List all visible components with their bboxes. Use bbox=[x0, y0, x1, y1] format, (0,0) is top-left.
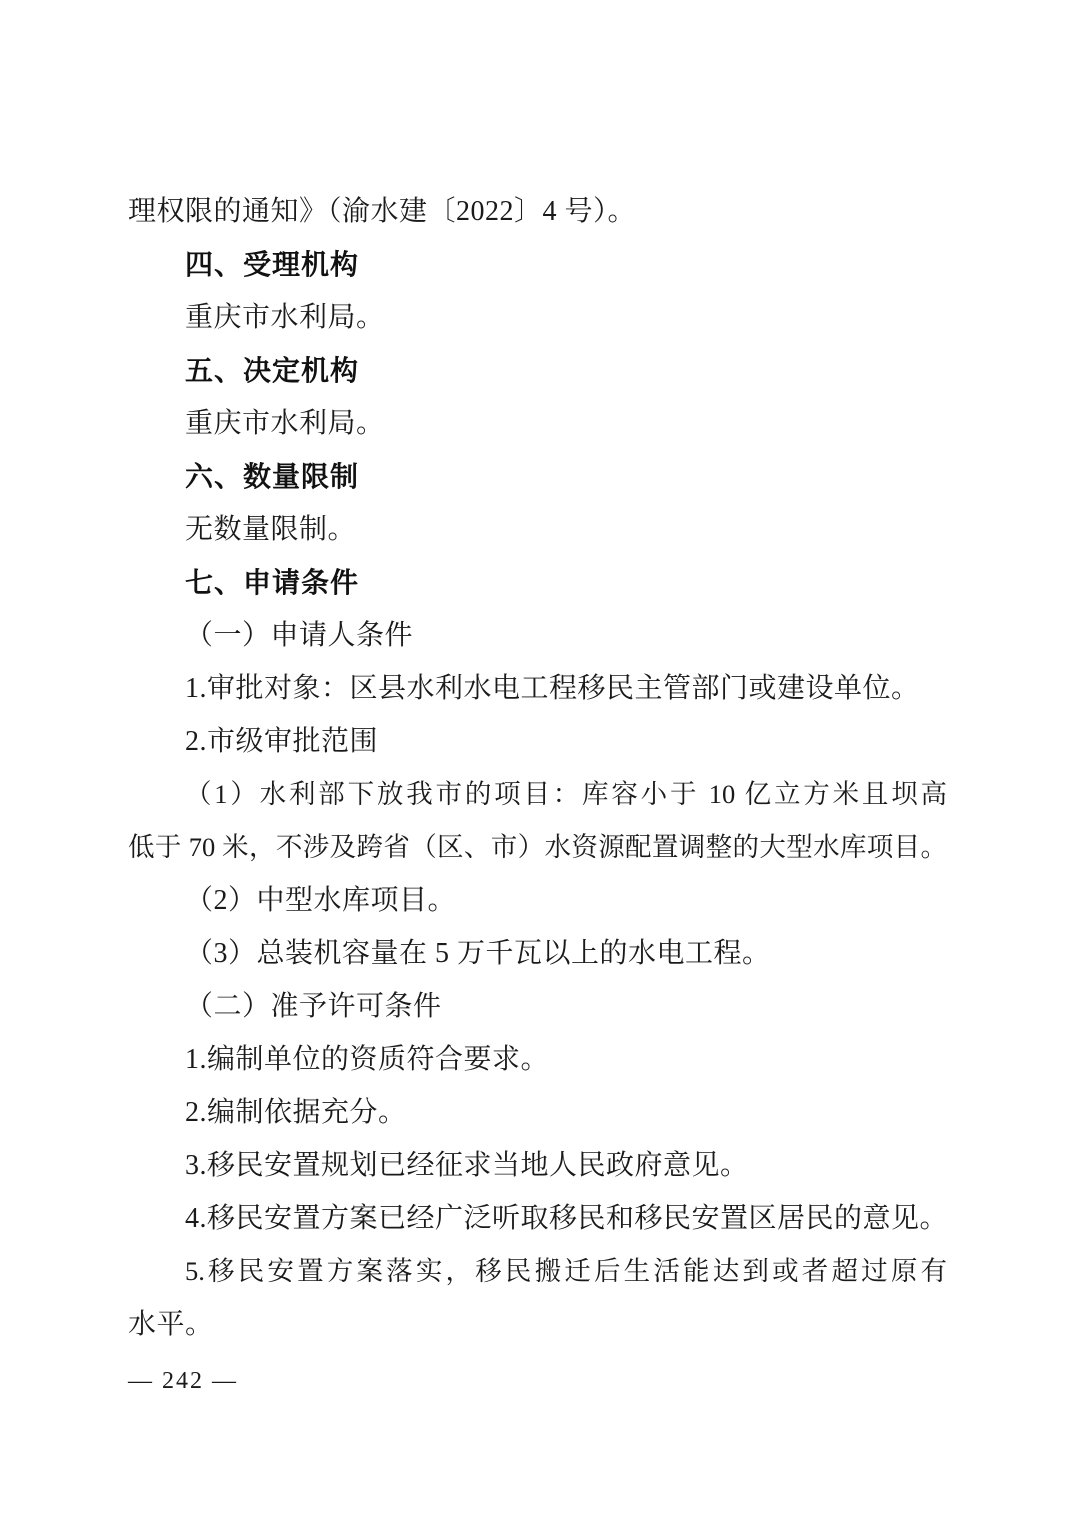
text-line: 理权限的通知》（渝水建〔2022〕4 号）。 bbox=[128, 196, 637, 227]
text-line: （二）准予许可条件 bbox=[185, 991, 442, 1022]
section-heading: 四、受理机构 bbox=[185, 249, 360, 280]
section-heading: 六、数量限制 bbox=[185, 461, 360, 492]
text-line: （3）总装机容量在 5 万千瓦以上的水电工程。 bbox=[185, 938, 771, 969]
page-number: — 242 — bbox=[128, 1368, 238, 1394]
text-line: 水平。 bbox=[128, 1309, 214, 1340]
text-line: 重庆市水利局。 bbox=[185, 408, 385, 439]
text-line: 重庆市水利局。 bbox=[185, 302, 385, 333]
text-line: （2）中型水库项目。 bbox=[185, 885, 457, 916]
text-line: 3.移民安置规划已经征求当地人民政府意见。 bbox=[185, 1150, 749, 1181]
text-line: 4.移民安置方案已经广泛听取移民和移民安置区居民的意见。 bbox=[185, 1203, 949, 1234]
page-footer bbox=[128, 1366, 238, 1396]
text-line: （一）申请人条件 bbox=[185, 620, 414, 651]
text-line: 2.编制依据充分。 bbox=[185, 1097, 407, 1128]
text-line: 1.编制单位的资质符合要求。 bbox=[185, 1044, 550, 1075]
document-body bbox=[128, 185, 947, 1351]
text-line: 低于 70 米，不涉及跨省（区、市）水资源配置调整的大型水库项目。 bbox=[128, 832, 947, 862]
section-heading: 五、决定机构 bbox=[185, 355, 360, 386]
text-line: 1.审批对象：区县水利水电工程移民主管部门或建设单位。 bbox=[185, 673, 920, 704]
text-line: 无数量限制。 bbox=[185, 514, 357, 545]
text-line: 5.移民安置方案落实，移民搬迁后生活能达到或者超过原有 bbox=[185, 1256, 947, 1286]
text-line: （1）水利部下放我市的项目：库容小于 10 亿立方米且坝高 bbox=[185, 779, 947, 809]
section-heading: 七、申请条件 bbox=[185, 567, 360, 598]
text-line: 2.市级审批范围 bbox=[185, 726, 379, 757]
